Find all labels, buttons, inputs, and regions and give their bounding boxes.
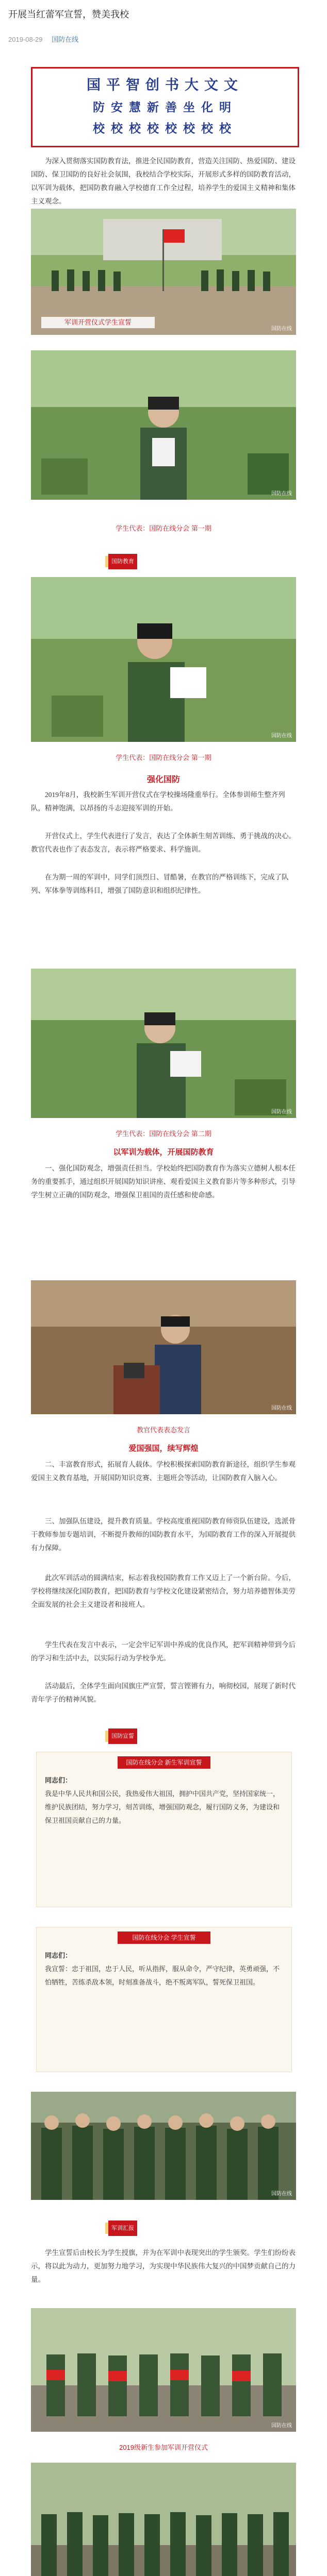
oath-letter-2-text: 我宣誓：忠于祖国，忠于人民，听从指挥，服从命令，严守纪律，英勇顽强，不怕牺牲，苦练杀敌本领，时刻准备战斗，绝不叛离军队，誓死保卫祖国。 — [45, 1965, 280, 1986]
account-name-link[interactable]: 国防在线 — [52, 36, 79, 43]
photo-opening-ceremony — [31, 209, 296, 335]
photo-watermark: 国防在线 — [271, 733, 292, 739]
photo-watermark: 国防在线 — [271, 326, 292, 332]
oath-letter-2-body — [37, 1944, 291, 1994]
paragraph-6: 二、丰富教育形式，拓展育人载体。学校积极探索国防教育新途径，组织学生参观爱国主义教育基地，开展国防知识竞赛、主题班会等活动，让国防教育入脑入心。 — [31, 1461, 296, 1482]
photo-group-lineup — [31, 2463, 296, 2576]
caption-5: 2019级新生参加军训开营仪式 — [119, 2444, 208, 2451]
article-title: 开展当红蕾军宣誓，赞美我校 — [8, 9, 129, 20]
caption-1: 军训开营仪式学生宣誓 — [64, 318, 132, 326]
caption-4: 教官代表表态发言 — [136, 1426, 190, 1434]
paragraph-7: 三、加强队伍建设，提升教育质量。学校高度重视国防教育师资队伍建设，选派骨干教师参加专题培训，不断提升教师的国防教育水平，为国防教育工作的深入开展提供有力保障。 — [31, 1517, 296, 1552]
subsection-title-2: 爱国强国，续写辉煌 — [128, 1445, 199, 1453]
oath-letter-1-title: 国防在线分会 新生军训宣誓 — [118, 1756, 210, 1769]
article-header — [0, 0, 327, 67]
section-title-1: 强化国防 — [146, 775, 180, 784]
photo-speaker-reading — [31, 577, 296, 742]
banner-row-1: 国平智创书大文文 — [87, 77, 243, 93]
caption-2: 学生代表：国防在线分会 第一期 — [116, 524, 211, 532]
photo-award-ceremony — [31, 2308, 296, 2432]
caption-2b: 学生代表：国防在线分会 第一期 — [116, 754, 211, 761]
photo-watermark: 国防在线 — [271, 1405, 292, 1411]
oath-letter-1 — [36, 1752, 292, 1907]
slogan-banner — [31, 67, 299, 147]
photo-students-salute — [31, 2092, 296, 2200]
section-tag-3: 军训汇报 — [108, 2221, 137, 2236]
banner-row-3: 校校校校校校校校 — [93, 122, 237, 135]
oath-letter-1-salute: 同志们： — [45, 1776, 72, 1784]
photo-instructor-speech — [31, 1280, 296, 1414]
subsection-title-1: 以军训为载体，开展国防教育 — [113, 1148, 214, 1157]
oath-letter-2-salute: 同志们： — [45, 1952, 72, 1959]
publish-date: 2019-08-29 — [8, 36, 43, 43]
paragraph-11: 学生宣誓后由校长为学生授旗，并为在军训中表现突出的学生颁奖。学生们纷纷表示，将以此为动力，更加努力地学习，为实现中华民族伟大复兴的中国梦贡献自己的力量。 — [31, 2249, 296, 2283]
oath-letter-2-title: 国防在线分会 学生宣誓 — [118, 1931, 210, 1944]
banner-row-2: 防安慧新善坐化明 — [93, 100, 237, 114]
paragraph-10: 活动最后，全体学生面向国旗庄严宣誓，誓言铿锵有力，响彻校园，展现了新时代青年学子的精神风貌。 — [31, 1682, 296, 1703]
section-tag-2: 国防宣誓 — [108, 1728, 137, 1744]
oath-letter-2 — [36, 1927, 292, 2072]
paragraph-4: 在为期一周的军训中，同学们顶烈日、冒酷暑，在教官的严格训练下，完成了队列、军体拳等训练科目，增强了国防意识和组织纪律性。 — [31, 873, 289, 894]
paragraph-2: 2019年8月，我校新生军训开营仪式在学校操场隆重举行。全体参训师生整齐列队，精神饱满，以昂扬的斗志迎接军训的开始。 — [31, 791, 285, 812]
photo-student-speaker — [31, 350, 296, 500]
photo-watermark: 国防在线 — [271, 1109, 292, 1115]
section-tag-1: 国防教育 — [108, 554, 137, 569]
photo-watermark: 国防在线 — [271, 491, 292, 497]
caption-3: 学生代表：国防在线分会 第二期 — [116, 1130, 211, 1138]
photo-watermark: 国防在线 — [271, 2423, 292, 2429]
intro-paragraph: 为深入贯彻落实国防教育法，推进全民国防教育，营造关注国防、热爱国防、建设国防、保卫国防的良好社会氛围，我校结合学校实际，开展形式多样的国防教育活动，以军训为载体，把国防教育融入学校德育工作全过程，培养学生的爱国主义精神和集体主义观念。 — [31, 157, 296, 205]
paragraph-3: 开营仪式上，学生代表进行了发言，表达了全体新生刻苦训练、勇于挑战的决心。教官代表也作了表态发言，表示将严格要求、科学施训。 — [31, 832, 296, 853]
article-meta — [8, 34, 78, 44]
oath-letter-1-body — [37, 1769, 291, 1833]
photo-student-speaker-2 — [31, 969, 296, 1118]
paragraph-8: 此次军训活动的圆满结束，标志着我校国防教育工作又迈上了一个新台阶。今后，学校将继续深化国防教育，把国防教育与学校文化建设紧密结合，努力培养德智体美劳全面发展的社会主义建设者和接班人。 — [31, 1574, 296, 1608]
oath-letter-1-text: 我是中华人民共和国公民，我热爱伟大祖国，拥护中国共产党，坚持国家统一，维护民族团结，努力学习，刻苦训练，增强国防观念，履行国防义务，为建设和保卫祖国贡献自己的力量。 — [45, 1790, 280, 1824]
paragraph-5: 一、强化国防观念，增强责任担当。学校始终把国防教育作为落实立德树人根本任务的重要抓手，通过组织开展国防知识讲座、观看爱国主义教育影片等多种形式，引导学生树立正确的国防观念，增强保卫祖国的责任感和使命感。 — [31, 1164, 296, 1199]
paragraph-9: 学生代表在发言中表示，一定会牢记军训中养成的优良作风，把军训精神带到今后的学习和生活中去，以实际行动为学校争光。 — [31, 1641, 296, 1662]
photo-watermark: 国防在线 — [271, 2191, 292, 2197]
